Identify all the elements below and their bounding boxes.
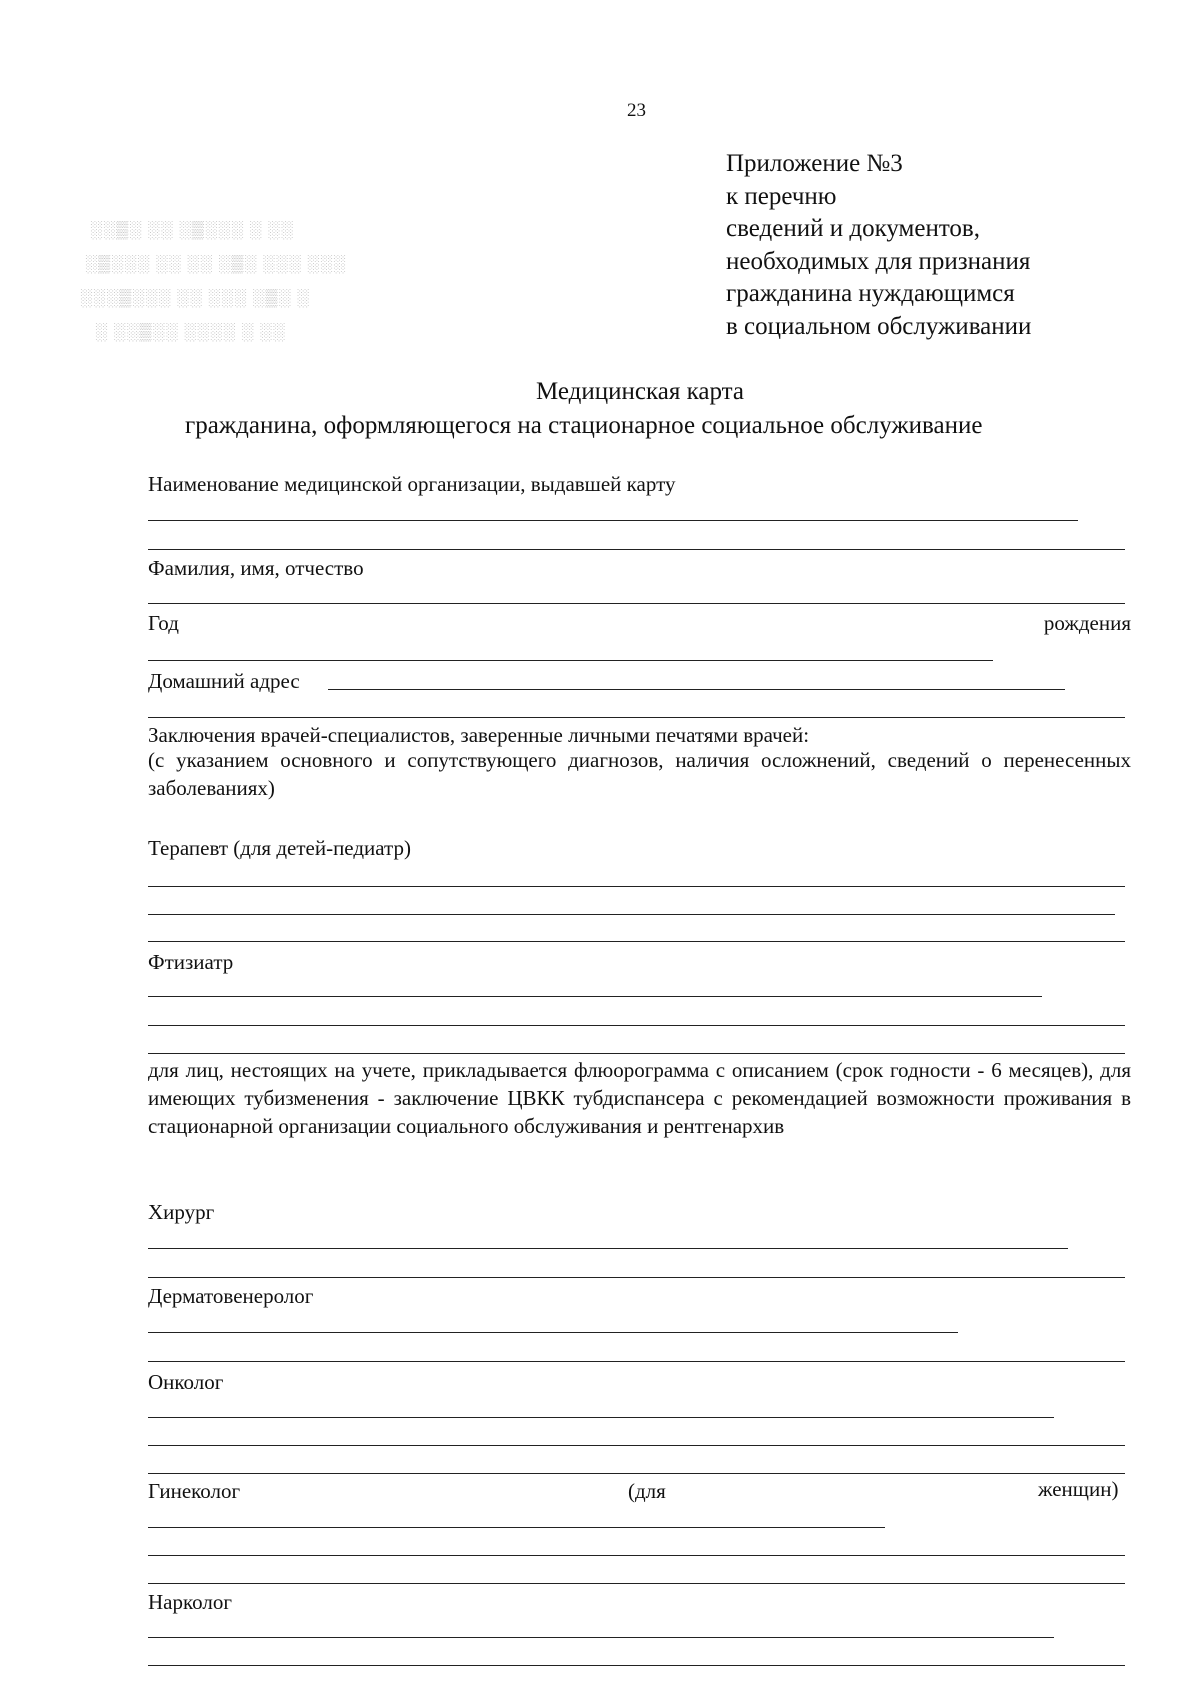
- birth-year-line[interactable]: [148, 660, 993, 661]
- surgeon-label: Хирург: [148, 1200, 215, 1224]
- phthisiatrician-label: Фтизиатр: [148, 950, 234, 974]
- narcologist-line-2[interactable]: [148, 1665, 1125, 1666]
- birth-year-label: Год: [148, 611, 179, 635]
- surgeon-line[interactable]: [148, 1248, 1068, 1249]
- scan-artifact: ░▒░░░ ░░ ░░ ░▒░ ░░░ ░░░: [85, 254, 347, 273]
- organization-line-2[interactable]: [148, 549, 1125, 550]
- fluorogram-note: для лиц, нестоящих на учете, прикладывается флюорограмма с описанием (срок годности - 6 месяцев), для имеющих тубизменения - заключение ЦВКК тубдиспансера с рекомендацией возможности проживания в стационарной организации социального обслуживания и рентгенархив: [148, 1058, 1131, 1138]
- address-label: Домашний адрес: [148, 669, 300, 693]
- scan-artifact: ░ ░░▒░░ ░░░░ ░ ░░: [95, 322, 286, 341]
- gynecologist-line-3[interactable]: [148, 1583, 1125, 1584]
- appendix-line: Приложение №3: [726, 150, 903, 177]
- organization-label: Наименование медицинской организации, выдавшей карту: [148, 472, 676, 496]
- phthisiatrician-line[interactable]: [148, 996, 1042, 997]
- page-number: 23: [627, 100, 646, 121]
- scan-artifact: ░░▒░ ░░ ░▒░░░ ░ ░░: [90, 220, 294, 239]
- appendix-line: в социальном обслуживании: [726, 312, 1032, 340]
- appendix-line: сведений и документов,: [726, 215, 980, 242]
- surgeon-line-2[interactable]: [148, 1277, 1125, 1278]
- address-line[interactable]: [328, 689, 1065, 690]
- birth-year-label-right: рождения: [1043, 611, 1131, 635]
- dermatovenereologist-line-2[interactable]: [148, 1361, 1125, 1362]
- document-subtitle: гражданина, оформляющегося на стационарное социальное обслуживание: [185, 412, 983, 439]
- full-name-label: Фамилия, имя, отчество: [148, 556, 364, 580]
- oncologist-label: Онколог: [148, 1370, 224, 1394]
- document-title: Медицинская карта: [536, 378, 744, 405]
- specialists-note: (с указанием основного и сопутствующего диагнозов, наличия осложнений, сведений о перенесенных заболеваниях): [148, 748, 1131, 800]
- phthisiatrician-line-2[interactable]: [148, 1025, 1125, 1026]
- narcologist-line[interactable]: [148, 1637, 1054, 1638]
- appendix-line: необходимых для признания: [726, 247, 1031, 275]
- appendix-line: к перечню: [726, 182, 837, 210]
- oncologist-line[interactable]: [148, 1417, 1054, 1418]
- appendix-header: [726, 148, 1031, 343]
- organization-line[interactable]: [148, 520, 1078, 521]
- appendix-line: гражданина нуждающимся: [726, 280, 1015, 307]
- oncologist-line-2[interactable]: [148, 1445, 1125, 1446]
- birth-year-row: [148, 611, 1131, 635]
- phthisiatrician-line-3[interactable]: [148, 1053, 1125, 1054]
- gynecologist-for-label: (для: [628, 1479, 666, 1503]
- therapist-line-3[interactable]: [148, 941, 1125, 942]
- narcologist-label: Нарколог: [148, 1590, 232, 1614]
- specialists-heading: Заключения врачей-специалистов, заверенные личными печатями врачей:: [148, 723, 810, 747]
- oncologist-line-3[interactable]: [148, 1473, 1125, 1474]
- full-name-line[interactable]: [148, 603, 1125, 604]
- address-line-2[interactable]: [148, 717, 1125, 718]
- scan-artifact: ░░░▒░░░ ░░ ░░░ ░▒░ ░: [80, 288, 310, 307]
- gynecologist-line-2[interactable]: [148, 1555, 1125, 1556]
- dermatovenereologist-label: Дерматовенеролог: [148, 1284, 314, 1308]
- therapist-line[interactable]: [148, 886, 1125, 887]
- therapist-label: Терапевт (для детей-педиатр): [148, 836, 411, 860]
- gynecologist-line[interactable]: [148, 1527, 885, 1528]
- gynecologist-label: Гинеколог: [148, 1479, 241, 1503]
- dermatovenereologist-line[interactable]: [148, 1332, 958, 1333]
- gynecologist-women-label: женщин): [1038, 1477, 1119, 1501]
- therapist-line-2[interactable]: [148, 914, 1115, 915]
